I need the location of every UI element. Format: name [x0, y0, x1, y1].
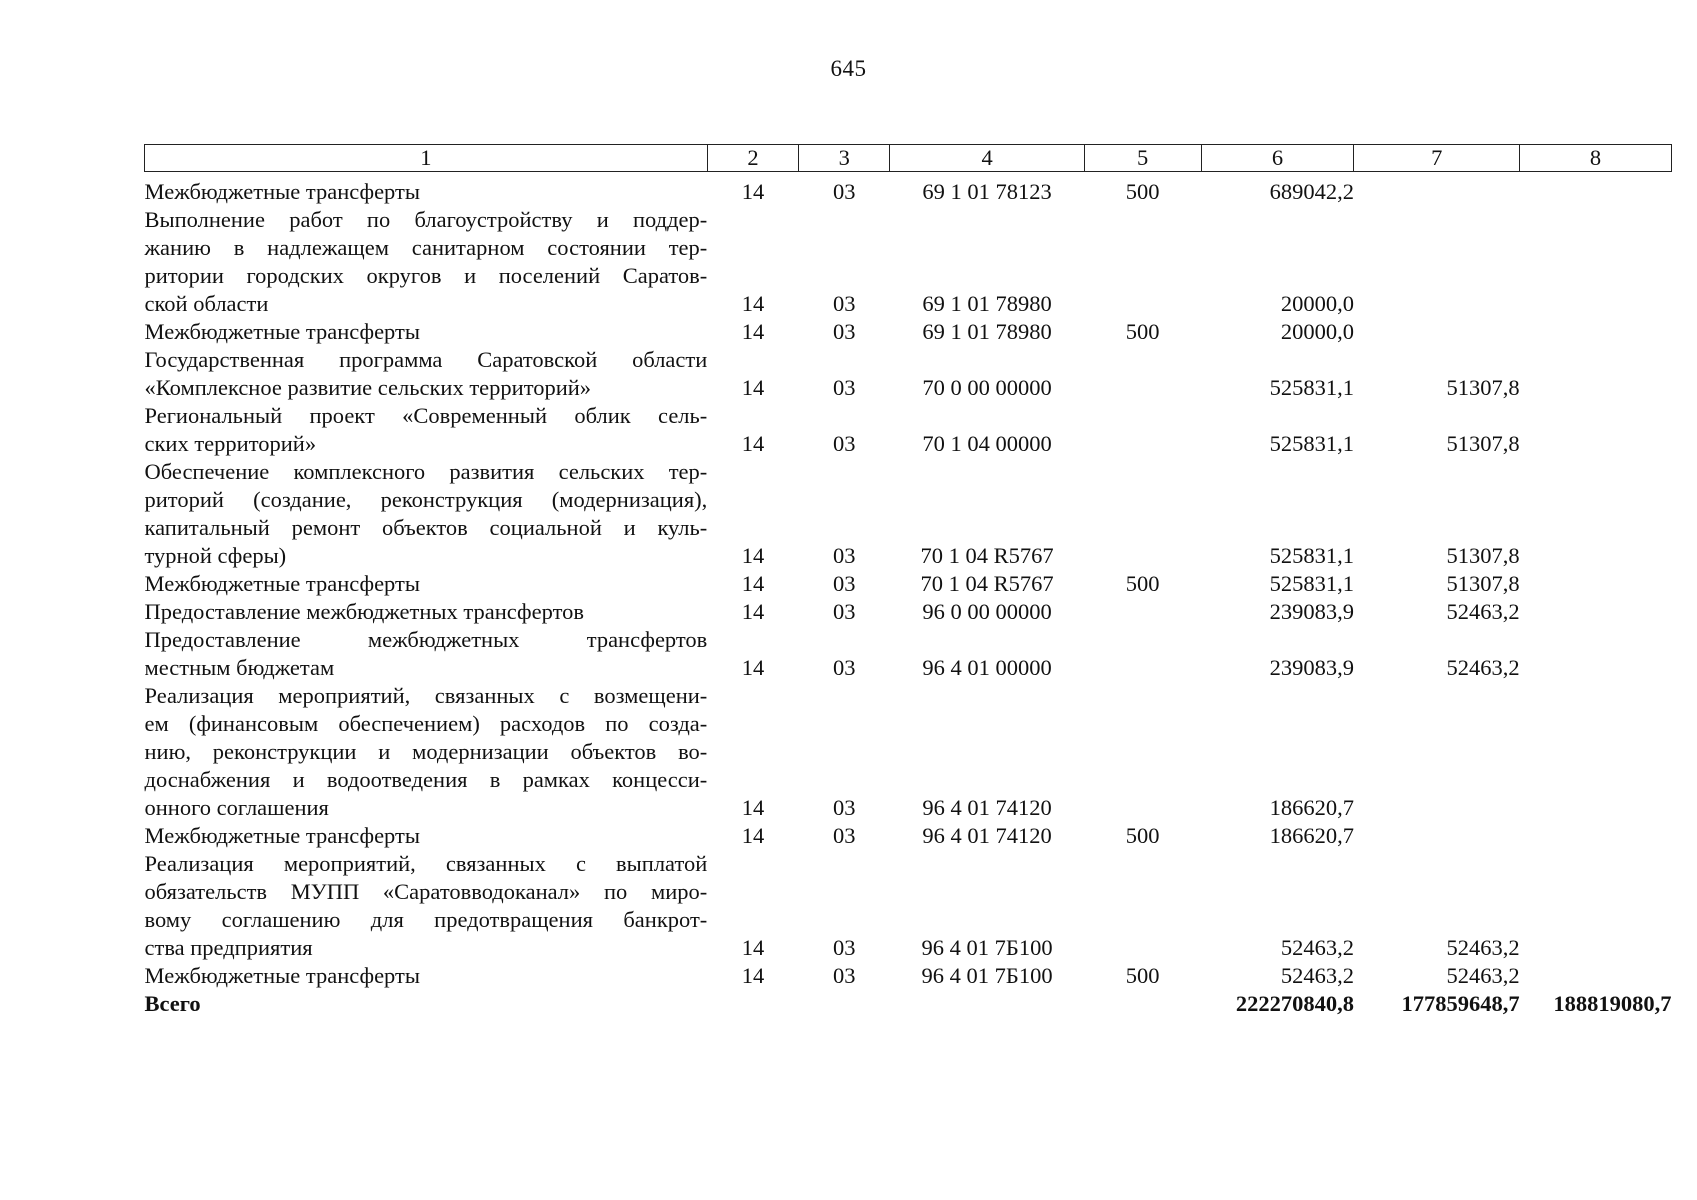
row-name-line: онного соглашения — [144, 795, 329, 820]
table-row — [145, 962, 1672, 990]
cell-section: 14 — [741, 179, 765, 204]
cell-amount-col7: 52463,2 — [1446, 599, 1520, 624]
cell-target-article: 96 4 01 7Б100 — [921, 963, 1053, 988]
cell-target-article: 70 1 04 00000 — [922, 431, 1052, 456]
total-empty-5 — [1084, 990, 1201, 1018]
table-row — [145, 570, 1672, 598]
cell-amount-col8 — [1520, 850, 1672, 962]
cell-target-article: 70 0 00 00000 — [922, 375, 1052, 400]
cell-subsection: 03 — [833, 935, 856, 960]
cell-amount-col8 — [1520, 598, 1672, 626]
header-row — [145, 145, 1672, 172]
cell-section: 14 — [741, 291, 765, 316]
cell-target-article: 69 1 01 78123 — [922, 179, 1052, 204]
page-number: 645 — [830, 56, 867, 81]
cell-amount-col7: 51307,8 — [1446, 431, 1520, 456]
cell-amount-col8 — [1520, 570, 1672, 598]
cell-amount-col8 — [1520, 346, 1672, 402]
cell-amount-col7 — [1354, 822, 1520, 850]
row-name — [145, 570, 708, 598]
header-col-5: 5 — [1084, 145, 1201, 172]
row-name-line: Обеспечение комплексного развития сельских тер- — [144, 459, 708, 484]
cell-section: 14 — [741, 319, 765, 344]
total-label-text: Всего — [144, 991, 201, 1016]
cell-amount-col7: 52463,2 — [1446, 655, 1520, 680]
table-row — [145, 402, 1672, 458]
header-col-3: 3 — [799, 145, 890, 172]
row-name-line: Межбюджетные трансферты — [144, 571, 420, 596]
cell-amount-col6: 689042,2 — [1269, 179, 1354, 204]
cell-expense-type: 500 — [1125, 571, 1160, 596]
row-name — [145, 626, 708, 682]
cell-subsection: 03 — [833, 655, 856, 680]
cell-amount-col6: 239083,9 — [1269, 599, 1354, 624]
cell-subsection: 03 — [833, 599, 856, 624]
cell-amount-col7 — [1354, 172, 1520, 207]
total-amount-col7: 177859648,7 — [1401, 991, 1520, 1016]
row-name — [145, 206, 708, 318]
cell-section: 14 — [741, 375, 765, 400]
row-name-line: капитальный ремонт объектов социальной и куль- — [144, 515, 708, 540]
row-name-line: ем (финансовым обеспечением) расходов по созда- — [144, 711, 708, 736]
row-name-line: Государственная программа Саратовской области — [144, 347, 708, 372]
row-name — [145, 318, 708, 346]
cell-target-article: 96 4 01 74120 — [922, 795, 1052, 820]
cell-amount-col7: 51307,8 — [1446, 543, 1520, 568]
table-row — [145, 850, 1672, 962]
cell-target-article: 69 1 01 78980 — [922, 319, 1052, 344]
table-header — [145, 145, 1672, 172]
cell-subsection: 03 — [833, 543, 856, 568]
table-body — [145, 172, 1672, 1019]
cell-amount-col8 — [1520, 626, 1672, 682]
row-name-line: «Комплексное развитие сельских территорий» — [144, 375, 592, 400]
cell-subsection: 03 — [833, 963, 856, 988]
row-name — [145, 402, 708, 458]
row-name-line: ских территорий» — [144, 431, 317, 456]
cell-amount-col8 — [1520, 402, 1672, 458]
cell-amount-col6: 20000,0 — [1280, 291, 1354, 316]
cell-target-article: 96 0 00 00000 — [922, 599, 1052, 624]
table-row — [145, 318, 1672, 346]
cell-amount-col7 — [1354, 206, 1520, 318]
cell-expense-type — [1084, 626, 1201, 682]
cell-section: 14 — [741, 935, 765, 960]
cell-section: 14 — [741, 963, 765, 988]
cell-amount-col8 — [1520, 822, 1672, 850]
row-name — [145, 850, 708, 962]
cell-expense-type — [1084, 850, 1201, 962]
total-amount-col6: 222270840,8 — [1235, 991, 1354, 1016]
row-name-line: Предоставление межбюджетных трансфертов — [144, 599, 584, 624]
cell-amount-col7: 52463,2 — [1446, 935, 1520, 960]
cell-subsection: 03 — [833, 319, 856, 344]
total-amount-col8: 188819080,7 — [1553, 991, 1672, 1016]
row-name — [145, 172, 708, 207]
cell-expense-type: 500 — [1125, 823, 1160, 848]
cell-subsection: 03 — [833, 823, 856, 848]
cell-amount-col6: 52463,2 — [1280, 963, 1354, 988]
cell-target-article: 96 4 01 00000 — [922, 655, 1052, 680]
cell-amount-col6: 525831,1 — [1269, 375, 1354, 400]
row-name-line: Реализация мероприятий, связанных с возмещени- — [144, 683, 708, 708]
row-name-line: Межбюджетные трансферты — [144, 179, 420, 204]
cell-section: 14 — [741, 823, 765, 848]
cell-subsection: 03 — [833, 431, 856, 456]
table-row — [145, 458, 1672, 570]
row-name-line: Межбюджетные трансферты — [144, 963, 420, 988]
cell-expense-type: 500 — [1125, 319, 1160, 344]
cell-expense-type — [1084, 682, 1201, 822]
row-name — [145, 822, 708, 850]
row-name-line: Выполнение работ по благоустройству и поддер- — [144, 207, 708, 232]
cell-section: 14 — [741, 795, 765, 820]
cell-subsection: 03 — [833, 795, 856, 820]
row-name-line: турной сферы) — [144, 543, 287, 568]
cell-amount-col6: 525831,1 — [1269, 543, 1354, 568]
table-row — [145, 598, 1672, 626]
cell-amount-col6: 186620,7 — [1269, 795, 1354, 820]
cell-amount-col6: 186620,7 — [1269, 823, 1354, 848]
cell-expense-type — [1084, 346, 1201, 402]
row-name — [145, 598, 708, 626]
header-col-4: 4 — [890, 145, 1084, 172]
cell-section: 14 — [741, 599, 765, 624]
header-col-2: 2 — [707, 145, 798, 172]
cell-amount-col8 — [1520, 206, 1672, 318]
cell-expense-type — [1084, 402, 1201, 458]
cell-amount-col7: 52463,2 — [1446, 963, 1520, 988]
table-row — [145, 206, 1672, 318]
cell-expense-type — [1084, 458, 1201, 570]
table-row — [145, 346, 1672, 402]
cell-amount-col7: 51307,8 — [1446, 571, 1520, 596]
cell-amount-col6: 52463,2 — [1280, 935, 1354, 960]
cell-subsection: 03 — [833, 375, 856, 400]
cell-amount-col6: 525831,1 — [1269, 431, 1354, 456]
cell-amount-col8 — [1520, 458, 1672, 570]
row-name-line: доснабжения и водоотведения в рамках концесси- — [144, 767, 708, 792]
cell-expense-type: 500 — [1125, 179, 1160, 204]
cell-expense-type — [1084, 598, 1201, 626]
row-name-line: Межбюджетные трансферты — [144, 823, 420, 848]
cell-target-article: 96 4 01 7Б100 — [921, 935, 1053, 960]
table-row — [145, 626, 1672, 682]
header-col-7: 7 — [1354, 145, 1520, 172]
cell-target-article: 69 1 01 78980 — [922, 291, 1052, 316]
cell-amount-col6: 525831,1 — [1269, 571, 1354, 596]
row-name-line: риторий (создание, реконструкция (модернизация), — [144, 487, 708, 512]
cell-section: 14 — [741, 655, 765, 680]
cell-amount-col7: 51307,8 — [1446, 375, 1520, 400]
row-name — [145, 962, 708, 990]
cell-amount-col8 — [1520, 682, 1672, 822]
cell-target-article: 70 1 04 R5767 — [920, 571, 1054, 596]
row-name — [145, 682, 708, 822]
cell-subsection: 03 — [833, 571, 856, 596]
total-row — [145, 990, 1672, 1018]
cell-target-article: 70 1 04 R5767 — [920, 543, 1054, 568]
row-name-line: ства предприятия — [144, 935, 313, 960]
header-col-1: 1 — [145, 145, 708, 172]
cell-amount-col8 — [1520, 318, 1672, 346]
cell-amount-col7 — [1354, 682, 1520, 822]
cell-section: 14 — [741, 543, 765, 568]
table-row — [145, 822, 1672, 850]
cell-expense-type — [1084, 206, 1201, 318]
cell-amount-col6: 20000,0 — [1280, 319, 1354, 344]
row-name — [145, 346, 708, 402]
table-row — [145, 172, 1672, 207]
cell-amount-col8 — [1520, 172, 1672, 207]
row-name-line: Региональный проект «Современный облик сель- — [144, 403, 708, 428]
cell-subsection: 03 — [833, 291, 856, 316]
cell-section: 14 — [741, 431, 765, 456]
row-name-line: Реализация мероприятий, связанных с выплатой — [144, 851, 708, 876]
cell-subsection: 03 — [833, 179, 856, 204]
header-col-6: 6 — [1201, 145, 1354, 172]
row-name-line: нию, реконструкции и модернизации объектов во- — [144, 739, 708, 764]
row-name-line: жанию в надлежащем санитарном состоянии тер- — [144, 235, 708, 260]
total-empty-3 — [799, 990, 890, 1018]
row-name-line: Межбюджетные трансферты — [144, 319, 420, 344]
cell-amount-col8 — [1520, 962, 1672, 990]
total-empty-4 — [890, 990, 1084, 1018]
row-name-line: местным бюджетам — [144, 655, 335, 680]
cell-section: 14 — [741, 571, 765, 596]
row-name-line: ской области — [144, 291, 269, 316]
cell-target-article: 96 4 01 74120 — [922, 823, 1052, 848]
header-col-8: 8 — [1520, 145, 1672, 172]
total-label — [145, 990, 708, 1018]
row-name — [145, 458, 708, 570]
row-name-line: вому соглашению для предотвращения банкрот- — [144, 907, 708, 932]
row-name-line: Предоставление межбюджетных трансфертов — [144, 627, 708, 652]
cell-amount-col6: 239083,9 — [1269, 655, 1354, 680]
total-empty-2 — [707, 990, 798, 1018]
cell-expense-type: 500 — [1125, 963, 1160, 988]
cell-amount-col7 — [1354, 318, 1520, 346]
row-name-line: ритории городских округов и поселений Саратов- — [144, 263, 708, 288]
budget-table — [144, 144, 1672, 1018]
table-row — [145, 682, 1672, 822]
row-name-line: обязательств МУПП «Саратовводоканал» по миро- — [144, 879, 708, 904]
